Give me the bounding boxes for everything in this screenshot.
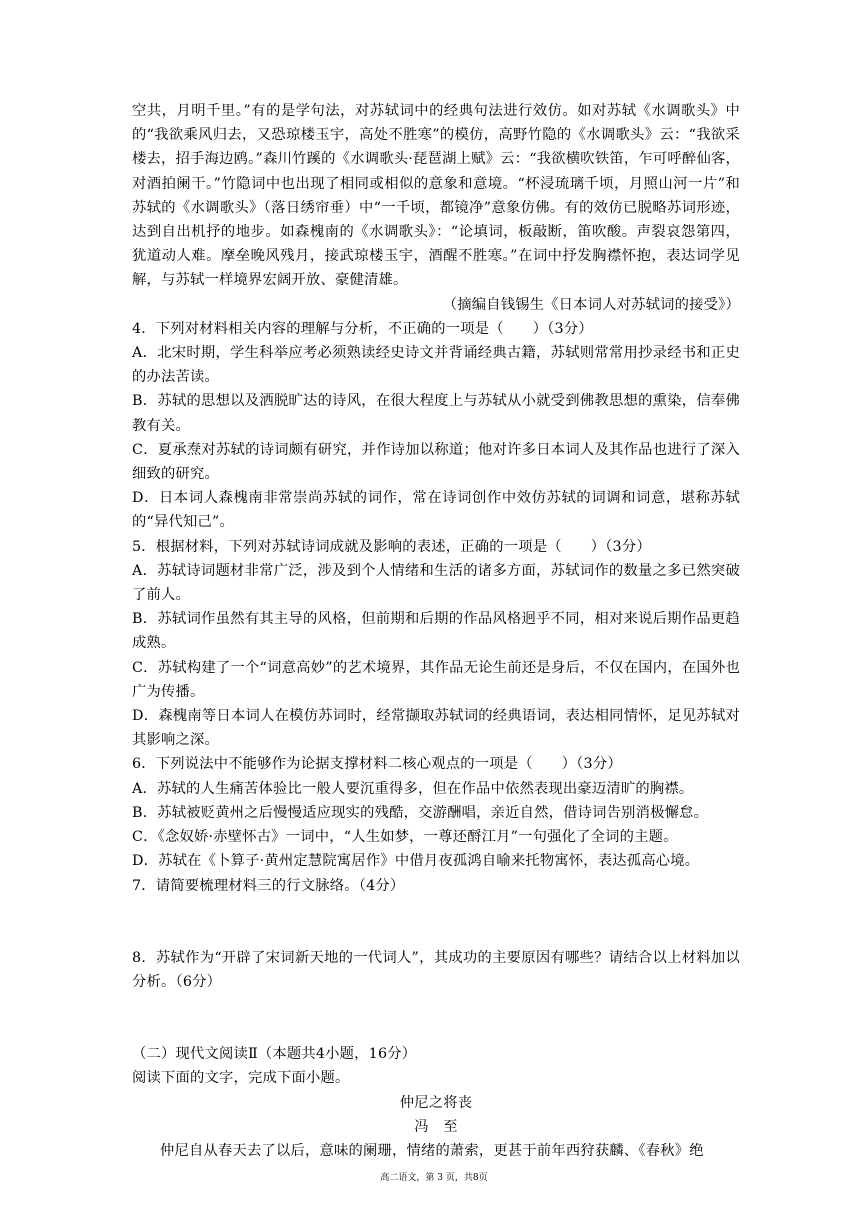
answer-space-7: [132, 898, 740, 946]
question-6-stem: 6．下列说法中不能够作为论据支撑材料二核心观点的一项是（ ）（3分）: [132, 756, 622, 773]
question-4-stem: 4．下列对材料相关内容的理解与分析，不正确的一项是（ ）（3分）: [132, 320, 593, 337]
page-content: [132, 99, 740, 1163]
answer-space-8: [132, 994, 740, 1042]
article-title: 仲尼之将丧: [399, 1094, 473, 1111]
question-6-option-c: C．《念奴娇·赤壁怀古》一词中，“人生如梦，一尊还酹江月”一句强化了全词的主题。: [132, 829, 678, 846]
question-4-option-d: D．日本词人森槐南非常崇尚苏轼的词作，常在诗词创作中效仿苏轼的词调和词意，堪称苏轼的“异代知己”。: [132, 490, 740, 531]
question-5-option-b: B．苏轼词作虽然有其主导的风格，但前期和后期的作品风格迥乎不同，相对来说后期作品更趋成熟。: [132, 611, 740, 652]
question-4-option-c: C．夏承焘对苏轼的诗词颇有研究，并作诗加以称道；他对许多日本词人及其作品也进行了深入细致的研究。: [132, 441, 740, 483]
section-instruction: 阅读下面的文字，完成下面小题。: [132, 1070, 350, 1087]
page-footer: 高二语文，第 3 页，共8页: [380, 1173, 488, 1183]
question-5-option-a: A．苏轼诗词题材非常广泛，涉及到个人情绪和生活的诸多方面，苏轼词作的数量之多已然突破了前人。: [132, 562, 740, 604]
passage-paragraph: 空共，月明千里。”有的是学句法，对苏轼词中的经典句法进行效仿。如对苏轼《水调歌头》中的“我欲乘风归去，又恐琼楼玉宇，高处不胜寒”的模仿，高野竹隐的《水调歌头》云：“我欲采楼去，招手海边鸥。”森川竹蹊的《水调歌头·琵琶湖上赋》云：“我欲横吹铁笛，乍可呼醉仙客，对酒拍阑干。”竹隐词中也出现了相同或相似的意象和意境。“杯浸琉璃千顷，月照山河一片”和苏轼的《水调歌头》（落日绣帘垂）中“一千顷，都镜净”意象仿佛。有的效仿已脱略苏词形迹，达到自出机抒的地步。如森槐南的《水调歌头》：“论填词，板敲断，笛吹酸。声裂哀怨第四，犹道动人难。摩垒晚风残月，接武琼楼玉宇，酒醒不胜寒。”在词中抒发胸襟怀抱，表达词学见解，与苏轼一样境界宏阔开放、豪健清雄。: [132, 103, 740, 289]
question-4-option-a: A．北宋时期，学生科举应考必须熟读经史诗文并背诵经典古籍，苏轼则常常用抄录经书和正史的办法苦读。: [132, 345, 740, 386]
question-7: 7．请简要梳理材料三的行文脉络。（4分）: [132, 877, 405, 894]
question-8: 8．苏轼作为“开辟了宋词新天地的一代词人”，其成功的主要原因有哪些？请结合以上材料加以分析。（6分）: [132, 949, 740, 990]
question-6-option-a: A．苏轼的人生痛苦体验比一般人要沉重得多，但在作品中依然表现出豪迈清旷的胸襟。: [132, 780, 694, 797]
question-5-option-c: C．苏轼构建了一个“词意高妙”的艺术境界，其作品无论生前还是身后，不仅在国内，在国外也广为传播。: [132, 659, 740, 700]
question-6-option-d: D．苏轼在《卜算子·黄州定慧院寓居作》中借月夜孤鸿自喻来托物寓怀，表达孤高心境。: [132, 853, 700, 870]
question-5-stem: 5．根据材料，下列对苏轼诗词成就及影响的表述，正确的一项是（ ）（3分）: [132, 538, 651, 555]
article-paragraph: 仲尼自从春天去了以后，意味的阑珊，情绪的萧索，更甚于前年西狩获麟、《春秋》绝: [160, 1142, 704, 1159]
section-heading: （二）现代文阅读Ⅱ（本题共4小题，16分）: [132, 1046, 417, 1063]
question-4-option-b: B．苏轼的思想以及洒脱旷达的诗风，在很大程度上与苏轼从小就受到佛教思想的熏染，信奉佛教有关。: [132, 393, 740, 434]
source-citation: （摘编自钱锡生《日本词人对苏轼词的接受》）: [442, 296, 740, 313]
article-author: 冯 至: [414, 1118, 458, 1135]
question-5-option-d: D．森槐南等日本词人在模仿苏词时，经常撷取苏轼词的经典语词，表达相同情怀，足见苏轼对其影响之深。: [132, 708, 740, 749]
question-6-option-b: B．苏轼被贬黄州之后慢慢适应现实的残酷，交游酬唱，亲近自然，借诗词告别消极懈怠。: [132, 804, 709, 821]
